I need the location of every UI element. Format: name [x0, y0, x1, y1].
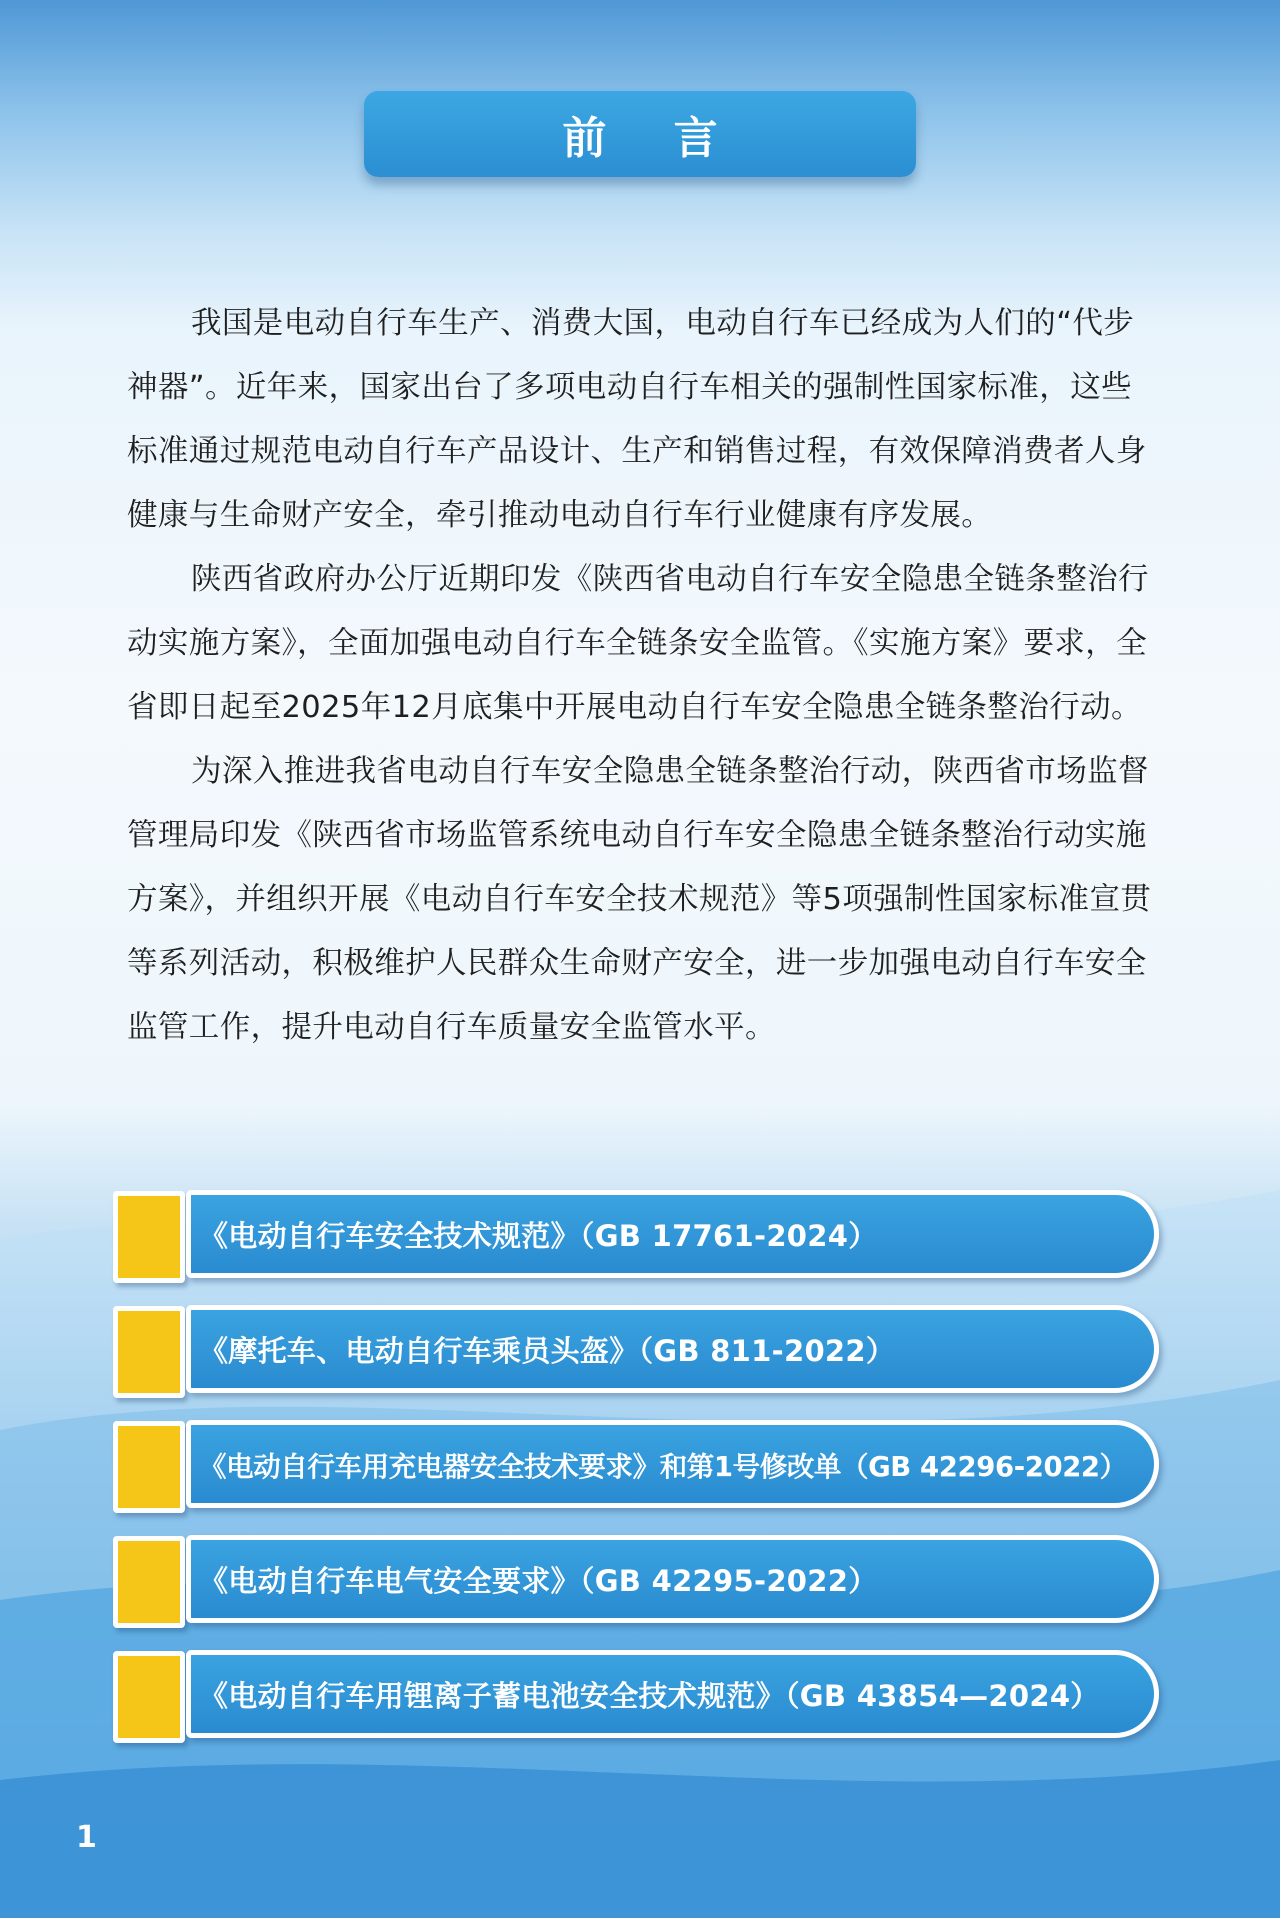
standard-item — [113, 1305, 1161, 1393]
standard-bar — [186, 1190, 1159, 1278]
standard-item — [113, 1650, 1161, 1738]
yellow-marker — [113, 1306, 185, 1398]
yellow-marker — [113, 1191, 185, 1283]
standard-item — [113, 1190, 1161, 1278]
intro-paragraph-3: 为深入推进我省电动自行车安全隐患全链条整治行动，陕西省市场监督管理局印发《陕西省市场监管系统电动自行车安全隐患全链条整治行动实施方案》，并组织开展《电动自行车安全技术规范》等5项强制性国家标准宣贯等系列活动，积极维护人民群众生命财产安全，进一步加强电动自行车安全监管工作，提升电动自行车质量安全监管水平。 — [127, 754, 1152, 1045]
page-number: 1 — [76, 1820, 97, 1855]
standard-label: 《摩托车、电动自行车乘员头盔》（GB 811-2022） — [199, 1333, 896, 1368]
standard-item — [113, 1420, 1161, 1508]
intro-paragraph-2: 陕西省政府办公厅近期印发《陕西省电动自行车安全隐患全链条整治行动实施方案》，全面加强电动自行车全链条安全监管。《实施方案》要求，全省即日起至2025年12月底集中开展电动自行车安全隐患全链条整治行动。 — [127, 562, 1149, 725]
yellow-marker — [113, 1651, 185, 1743]
standard-bar — [186, 1420, 1159, 1508]
title-banner — [364, 91, 916, 177]
standard-bar — [186, 1535, 1159, 1623]
standard-label: 《电动自行车用锂离子蓄电池安全技术规范》（GB 43854—2024） — [199, 1678, 1100, 1713]
standard-label: 《电动自行车用充电器安全技术要求》和第1号修改单（GB 42296-2022） — [199, 1451, 1127, 1483]
standard-bar — [186, 1650, 1159, 1738]
yellow-marker — [113, 1536, 185, 1628]
standard-label: 《电动自行车安全技术规范》（GB 17761-2024） — [199, 1218, 878, 1253]
standard-bar — [186, 1305, 1159, 1393]
standard-label: 《电动自行车电气安全要求》（GB 42295-2022） — [199, 1563, 878, 1598]
page-title: 前 言 — [562, 113, 744, 164]
intro-body — [127, 292, 1155, 1060]
yellow-marker — [113, 1421, 185, 1513]
standards-list — [113, 1190, 1161, 1765]
standard-item — [113, 1535, 1161, 1623]
intro-paragraph-1: 我国是电动自行车生产、消费大国，电动自行车已经成为人们的“代步神器”。近年来，国家出台了多项电动自行车相关的强制性国家标准，这些标准通过规范电动自行车产品设计、生产和销售过程，有效保障消费者人身健康与生命财产安全，牵引推动电动自行车行业健康有序发展。 — [127, 306, 1147, 533]
